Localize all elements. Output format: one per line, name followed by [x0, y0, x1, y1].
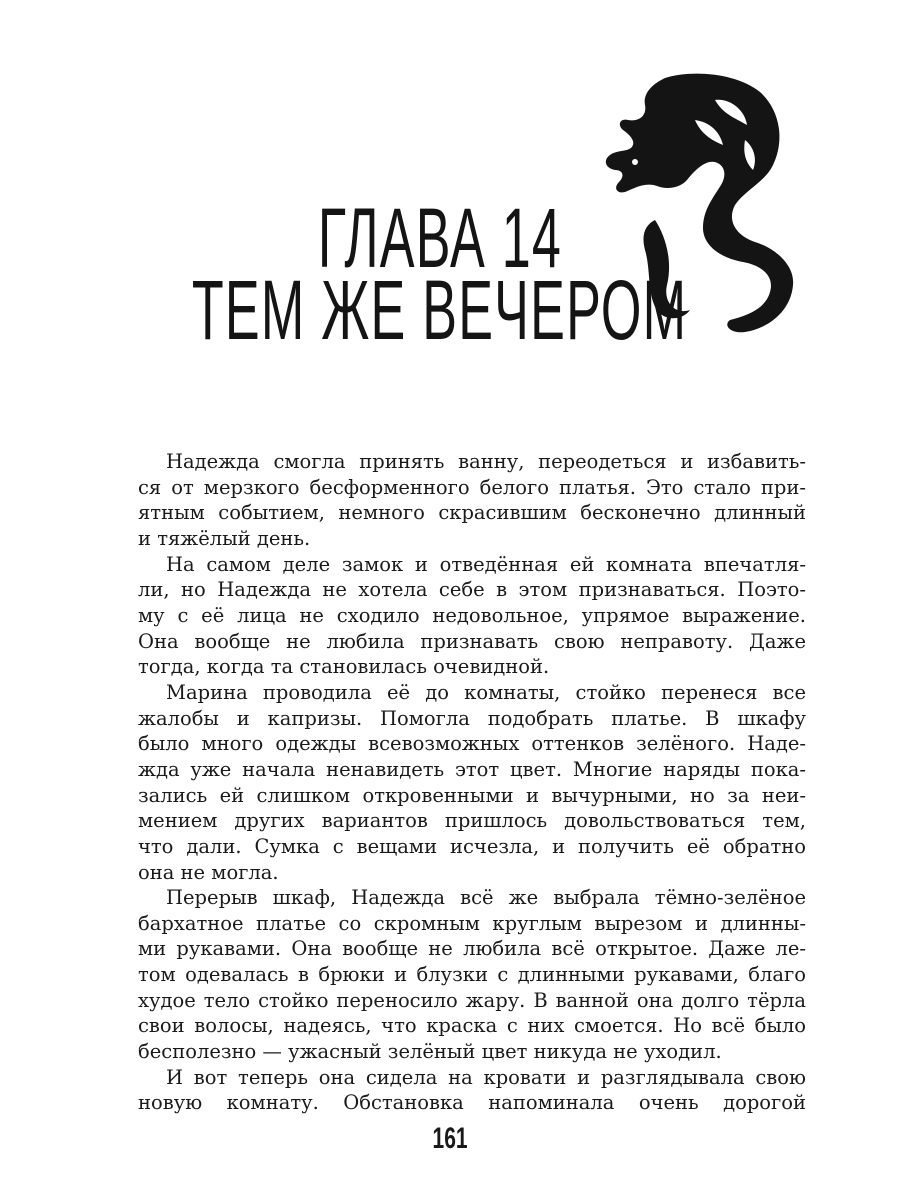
text-line: Надежда смогла принять ванну, переодеться и избавить- [166, 450, 806, 473]
text-line: бархатное платье со скромным круглым вырезом и длинны- [138, 911, 806, 935]
text-line: тогда, когда та становилась очевидной. [138, 655, 550, 679]
text-line: Она вообще не любила признавать свою неправоту. Даже [138, 629, 806, 653]
text-line: новую комнату. Обстановка напоминала очень дорогой [138, 1091, 806, 1115]
paragraph [138, 449, 806, 552]
text-line: ли, но Надежда не хотела себе в этом признаваться. Поэто- [138, 578, 806, 602]
paragraph [138, 552, 806, 680]
paragraph [138, 1065, 806, 1116]
paragraph [138, 680, 806, 885]
text-line: ятным событием, немного скрасившим бесконечно длинный [138, 501, 806, 525]
text-line: свои волосы, надеясь, что краска с них смоется. Но всё было [138, 1014, 806, 1038]
text-line: зались ей слишком откровенными и вычурными, но за неи- [138, 783, 806, 807]
text-line: Перерыв шкаф, Надежда всё же выбрала тёмно-зелёное [166, 886, 806, 910]
text-line: том одевалась в брюки и блузки с длинными рукавами, благо [138, 963, 806, 987]
chapter-title: ТЕМ ЖЕ ВЕЧЕРОМ [192, 263, 688, 357]
text-line: мением других вариантов пришлось довольствоваться тем, [138, 809, 806, 833]
text-line: и тяжёлый день. [138, 526, 311, 550]
text-line: му с её лица не сходило недовольное, упрямое выражение. [138, 603, 806, 627]
paragraph [138, 885, 806, 1065]
text-line: она не могла. [138, 860, 279, 884]
text-line: И вот теперь она сидела на кровати и разглядывала свою [166, 1065, 806, 1089]
text-line: ся от мерзкого бесформенного белого платья. Это стало при- [138, 475, 806, 499]
text-line: что дали. Сумка с вещами исчезла, и получить её обратно [138, 834, 806, 858]
text-line: жда уже начала ненавидеть этот цвет. Многие наряды пока- [138, 757, 806, 781]
text-line: На самом деле замок и отведённая ей комната впечатля- [166, 552, 806, 576]
text-line: жалобы и капризы. Помогла подобрать платье. В шкафу [138, 706, 806, 730]
page-number: 161 [432, 1122, 468, 1155]
text-line: ми рукавами. Она вообще не любила всё открытое. Даже ле- [138, 937, 806, 961]
chapter-number: ГЛАВА 14 [317, 191, 563, 285]
text-line: худое тело стойко переносило жару. В ванной она долго тёрла [138, 988, 806, 1012]
body-text [138, 449, 806, 1116]
text-line: бесполезно — ужасный зелёный цвет никуда не уходил. [138, 1040, 722, 1064]
text-line: Марина проводила её до комнаты, стойко перенеся все [166, 680, 806, 704]
text-line: было много одежды всевозможных оттенков зелёного. Наде- [138, 732, 806, 756]
